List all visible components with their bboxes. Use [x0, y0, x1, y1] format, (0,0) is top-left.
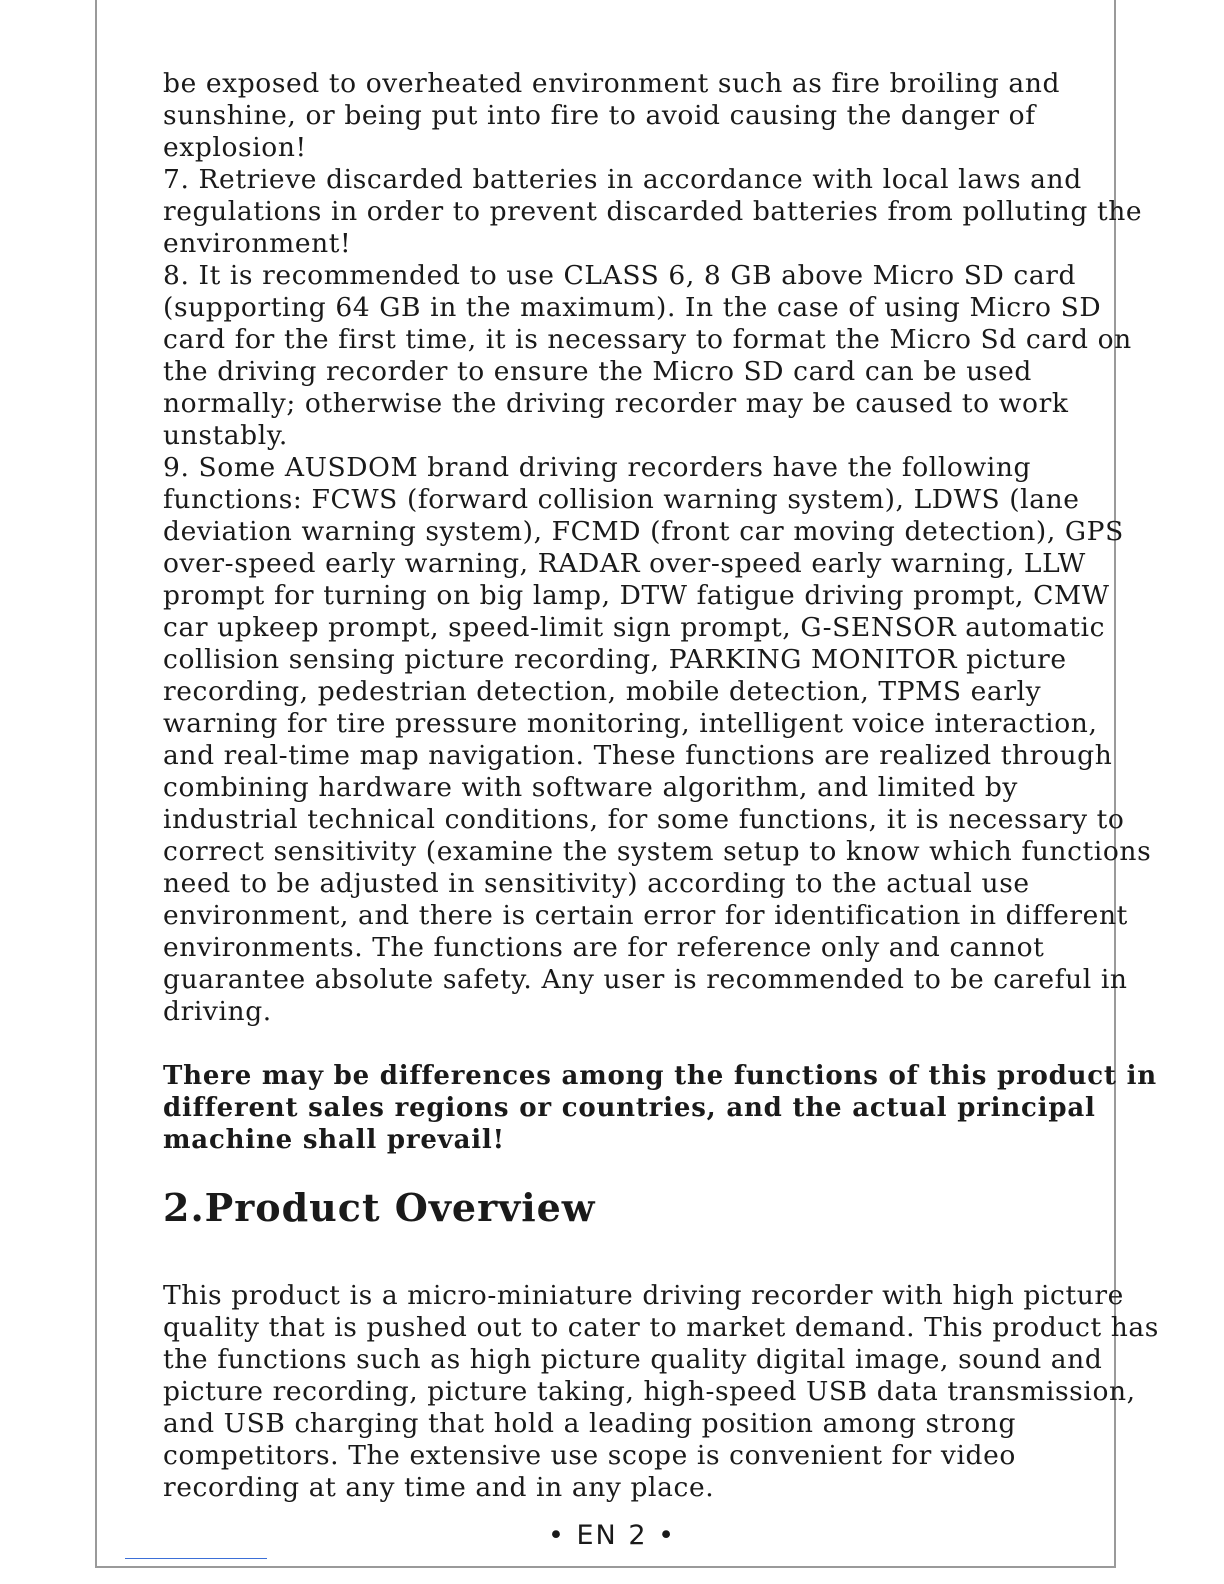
text-line: This product is a micro-miniature driving recorder with high picture	[163, 1280, 1124, 1311]
section-title: 2.Product Overview	[163, 1185, 596, 1230]
text-line: functions: FCWS (forward collision warning system), LDWS (lane	[163, 484, 1080, 515]
text-line: and real-time map navigation. These functions are realized through	[163, 740, 1113, 771]
text-line: prompt for turning on big lamp, DTW fatigue driving prompt, CMW	[163, 580, 1110, 611]
text-line: be exposed to overheated environment such as fire broiling and	[163, 68, 1061, 99]
text-line: combining hardware with software algorithm, and limited by	[163, 772, 1018, 803]
overview-text	[163, 1280, 1159, 1504]
text-line: environments. The functions are for reference only and cannot	[163, 932, 1045, 963]
text-line: card for the first time, it is necessary to format the Micro Sd card on	[163, 324, 1132, 355]
regional-difference-notice	[163, 1060, 1157, 1156]
text-line: 9. Some AUSDOM brand driving recorders have the following	[163, 452, 1032, 483]
text-line: guarantee absolute safety. Any user is recommended to be careful in	[163, 964, 1128, 995]
text-line: competitors. The extensive use scope is convenient for video	[163, 1440, 1016, 1471]
text-line: deviation warning system), FCMD (front car moving detection), GPS	[163, 516, 1124, 547]
text-line: industrial technical conditions, for some functions, it is necessary to	[163, 804, 1125, 835]
text-line: warning for tire pressure monitoring, intelligent voice interaction,	[163, 708, 1098, 739]
text-line: over-speed early warning, RADAR over-speed early warning, LLW	[163, 548, 1086, 579]
text-line: environment, and there is certain error for identification in different	[163, 900, 1128, 931]
text-line: environment!	[163, 228, 352, 259]
text-line: need to be adjusted in sensitivity) according to the actual use	[163, 868, 1030, 899]
text-line: quality that is pushed out to cater to market demand. This product has	[163, 1312, 1159, 1343]
page-number: • EN 2 •	[547, 1520, 677, 1551]
text-line: 7. Retrieve discarded batteries in accordance with local laws and	[163, 164, 1082, 195]
text-line: sunshine, or being put into fire to avoid causing the danger of	[163, 100, 1036, 131]
text-line: car upkeep prompt, speed-limit sign prompt, G-SENSOR automatic	[163, 612, 1106, 643]
underline-decoration	[125, 1558, 267, 1559]
text-line: recording at any time and in any place.	[163, 1472, 715, 1503]
page-content	[163, 68, 1159, 1504]
text-line: recording, pedestrian detection, mobile detection, TPMS early	[163, 676, 1042, 707]
body-text	[163, 68, 1152, 1028]
text-line: the driving recorder to ensure the Micro SD card can be used	[163, 356, 1032, 387]
text-line: regulations in order to prevent discarded batteries from polluting the	[163, 196, 1143, 227]
text-line: 8. It is recommended to use CLASS 6, 8 GB above Micro SD card	[163, 260, 1077, 291]
text-line: unstably.	[163, 420, 288, 451]
notice-line: There may be differences among the functions of this product in	[163, 1061, 1157, 1091]
text-line: explosion!	[163, 132, 307, 163]
notice-line: machine shall prevail!	[163, 1125, 505, 1155]
text-line: and USB charging that hold a leading position among strong	[163, 1408, 1017, 1439]
text-line: correct sensitivity (examine the system setup to know which functions	[163, 836, 1152, 867]
text-line: driving.	[163, 996, 272, 1027]
text-line: normally; otherwise the driving recorder may be caused to work	[163, 388, 1069, 419]
text-line: collision sensing picture recording, PARKING MONITOR picture	[163, 644, 1067, 675]
notice-line: different sales regions or countries, and the actual principal	[163, 1093, 1096, 1123]
text-line: the functions such as high picture quality digital image, sound and	[163, 1344, 1103, 1375]
text-line: picture recording, picture taking, high-speed USB data transmission,	[163, 1376, 1136, 1407]
text-line: (supporting 64 GB in the maximum). In the case of using Micro SD	[163, 292, 1102, 323]
